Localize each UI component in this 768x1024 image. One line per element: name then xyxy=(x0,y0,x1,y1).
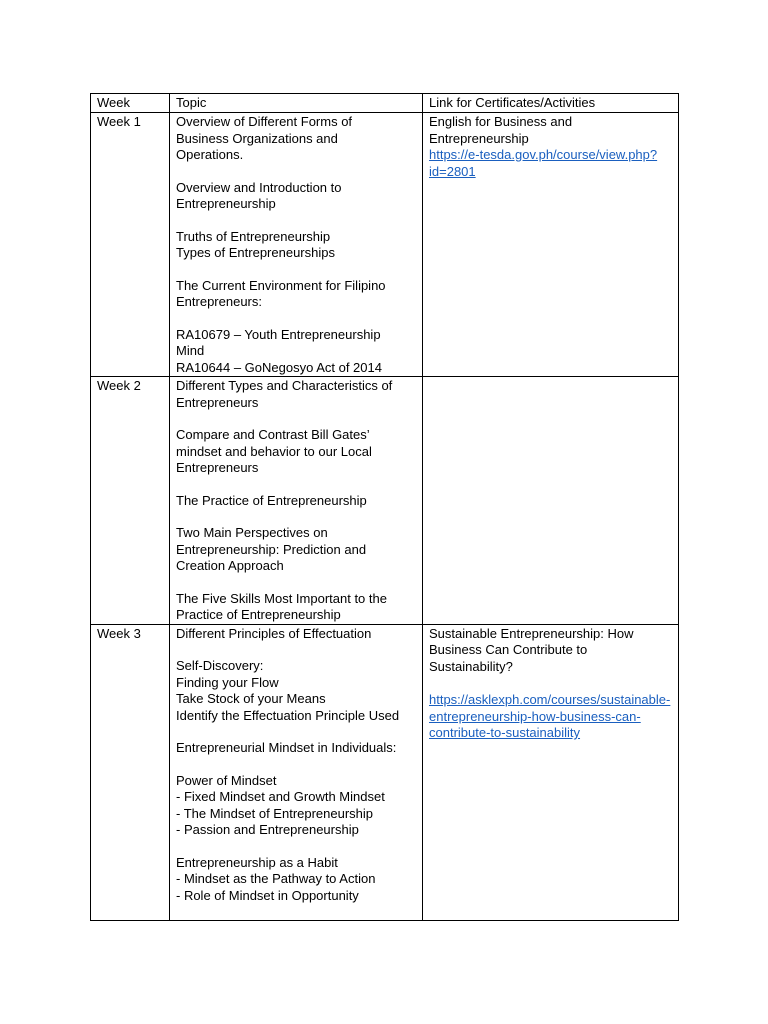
topic-line: Identify the Effectuation Principle Used xyxy=(176,707,400,723)
schedule-table xyxy=(90,93,679,921)
week-cell: Week 3 xyxy=(91,624,170,920)
header-week: Week xyxy=(91,94,170,113)
topic-spacer xyxy=(176,411,416,427)
topic-spacer xyxy=(176,839,416,855)
topic-line: RA10644 – GoNegosyo Act of 2014 xyxy=(176,359,382,375)
topic-line: Truths of Entrepreneurship xyxy=(176,228,331,244)
link-title-line: English for Business and Entrepreneurship xyxy=(429,114,576,146)
topic-line: Power of Mindset xyxy=(176,772,277,788)
topic-line: - Role of Mindset in Opportunity xyxy=(176,887,359,903)
topic-line: Business Organizations and xyxy=(176,130,338,146)
topic-line: - Passion and Entrepreneurship xyxy=(176,822,359,837)
topic-line: Entrepreneurship xyxy=(176,196,276,211)
topic-line: Mind xyxy=(176,343,205,358)
topic-line: Practice of Entrepreneurship xyxy=(176,607,341,622)
topic-line: Entrepreneurship as a Habit xyxy=(176,854,338,870)
course-link[interactable]: https://asklexph.com/courses/sustainable- xyxy=(429,692,671,707)
header-topic: Topic xyxy=(170,94,423,113)
topic-line: Entrepreneurs xyxy=(176,460,259,475)
course-link[interactable]: id=2801 xyxy=(429,163,476,179)
topic-line: mindset and behavior to our Local xyxy=(176,443,372,459)
topic-spacer xyxy=(176,757,416,773)
topic-spacer xyxy=(176,642,416,658)
topic-line: The Five Skills Most Important to the xyxy=(176,590,387,606)
topic-line: Take Stock of your Means xyxy=(176,691,326,706)
topic-spacer xyxy=(176,311,416,327)
week-cell: Week 2 xyxy=(91,377,170,625)
topic-spacer xyxy=(176,262,416,278)
topic-line: Types of Entrepreneurships xyxy=(176,245,335,260)
topic-line: - The Mindset of Entrepreneurship xyxy=(176,805,374,821)
link-cell xyxy=(423,377,679,625)
topic-line: - Mindset as the Pathway to Action xyxy=(176,871,376,886)
topic-spacer xyxy=(176,509,416,525)
topic-cell xyxy=(170,113,423,377)
link-title-line: Sustainable Entrepreneurship: How xyxy=(429,625,634,641)
topic-line: Creation Approach xyxy=(176,558,284,573)
header-row xyxy=(91,94,679,113)
topic-line: Operations. xyxy=(176,147,244,162)
topic-line: Two Main Perspectives on xyxy=(176,525,328,540)
topic-cell xyxy=(170,624,423,920)
topic-line: Different Principles of Effectuation xyxy=(176,625,372,641)
topic-cell xyxy=(170,377,423,625)
topic-spacer xyxy=(176,724,416,740)
week-cell: Week 1 xyxy=(91,113,170,377)
topic-spacer xyxy=(176,575,416,591)
topic-line: - Fixed Mindset and Growth Mindset xyxy=(176,789,385,804)
link-title-line: Business Can Contribute to Sustainability? xyxy=(429,642,591,674)
course-link[interactable]: contribute-to-sustainability xyxy=(429,725,581,740)
topic-spacer xyxy=(176,477,416,493)
topic-line: Overview and Introduction to xyxy=(176,179,342,195)
course-link[interactable]: https://e-tesda.gov.ph/course/view.php? xyxy=(429,147,658,162)
topic-line: Entrepreneurship: Prediction and xyxy=(176,541,367,557)
course-link[interactable]: entrepreneurship-how-business-can- xyxy=(429,708,641,724)
topic-line: Entrepreneurial Mindset in Individuals: xyxy=(176,740,397,755)
link-spacer xyxy=(429,675,672,692)
table-row-week-2 xyxy=(91,377,679,625)
link-cell xyxy=(423,624,679,920)
link-cell xyxy=(423,113,679,377)
header-links: Link for Certificates/Activities xyxy=(423,94,679,113)
table-row-week-3 xyxy=(91,624,679,920)
topic-line: Entrepreneurs xyxy=(176,394,259,410)
topic-line: Finding your Flow xyxy=(176,674,279,690)
topic-line: Self-Discovery: xyxy=(176,658,264,673)
topic-line: Compare and Contrast Bill Gates’ xyxy=(176,427,370,442)
topic-line: Overview of Different Forms of xyxy=(176,114,353,129)
table-row-week-1 xyxy=(91,113,679,377)
topic-spacer xyxy=(176,213,416,229)
topic-line: RA10679 – Youth Entrepreneurship xyxy=(176,326,381,342)
topic-line: The Practice of Entrepreneurship xyxy=(176,492,367,508)
topic-line: Different Types and Characteristics of xyxy=(176,378,393,393)
topic-spacer xyxy=(176,164,416,180)
topic-line: The Current Environment for Filipino xyxy=(176,277,386,293)
topic-line: Entrepreneurs: xyxy=(176,294,262,309)
